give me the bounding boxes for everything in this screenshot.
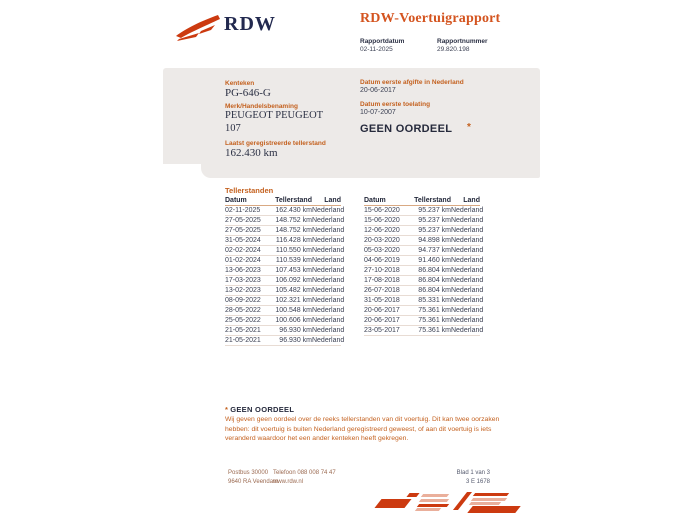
- footer-website: www.rdw.nl: [273, 479, 304, 485]
- table-cell: 17-08-2018: [364, 277, 400, 284]
- document-title: RDW-Voertuigrapport: [360, 11, 501, 26]
- table-header-row: [225, 196, 341, 206]
- table-cell: 75.361 km: [418, 317, 451, 324]
- afgifte-value: 20-06-2017: [360, 87, 396, 94]
- table-row: [225, 206, 345, 216]
- table-row: [364, 256, 484, 266]
- table-cell: Nederland: [450, 307, 484, 314]
- table-row: [225, 256, 345, 266]
- table-cell: 107.453 km: [275, 267, 312, 274]
- afgifte-label: Datum eerste afgifte in Nederland: [360, 79, 464, 86]
- table-row: [225, 276, 345, 286]
- table-cell: Nederland: [450, 267, 484, 274]
- table-row: [225, 336, 345, 346]
- table-cell: 28-05-2022: [225, 307, 261, 314]
- merk-value-line2: 107: [225, 123, 241, 134]
- table-cell: 105.482 km: [275, 287, 312, 294]
- report-date-label: Rapportdatum: [360, 38, 405, 45]
- table-cell: 20-03-2020: [364, 237, 400, 244]
- kenteken-label: Kenteken: [225, 80, 255, 87]
- table-cell: 25-05-2022: [225, 317, 261, 324]
- footnote-title: GEEN OORDEEL: [230, 405, 295, 414]
- table-cell: Nederland: [311, 267, 345, 274]
- table-row: [225, 286, 345, 296]
- table-cell: 100.548 km: [275, 307, 312, 314]
- footer-page-info: [420, 469, 490, 487]
- table-row: [364, 326, 484, 336]
- table-row: [364, 316, 484, 326]
- table-cell: 102.321 km: [275, 297, 312, 304]
- table-row: [364, 296, 484, 306]
- table-row: [225, 306, 345, 316]
- table-body: [225, 206, 345, 346]
- table-cell: 27-05-2025: [225, 217, 261, 224]
- table-cell: Nederland: [311, 217, 345, 224]
- table-cell: 116.428 km: [275, 237, 312, 244]
- table-cell: Nederland: [311, 327, 345, 334]
- table-cell: Nederland: [311, 207, 345, 214]
- tellerstand-value: 162.430 km: [225, 147, 278, 159]
- table-cell: 96.930 km: [279, 337, 312, 344]
- table-cell: Nederland: [450, 217, 484, 224]
- footer-doc-code: 3 E 1678: [465, 479, 490, 485]
- table-row: [364, 216, 484, 226]
- rdw-logo-icon: [175, 14, 221, 42]
- table-cell: 27-10-2018: [364, 267, 400, 274]
- table-cell: Nederland: [311, 227, 345, 234]
- table-cell: 27-05-2025: [225, 227, 261, 234]
- table-cell: 04-06-2019: [364, 257, 400, 264]
- table-cell: 106.092 km: [275, 277, 312, 284]
- table-cell: Nederland: [450, 207, 484, 214]
- table-cell: 148.752 km: [275, 217, 312, 224]
- footer-contact: [273, 469, 336, 487]
- table-cell: Nederland: [450, 287, 484, 294]
- table-cell: Nederland: [311, 287, 345, 294]
- table-cell: 110.550 km: [275, 247, 312, 254]
- table-cell: 13-02-2023: [225, 287, 261, 294]
- table-cell: 85.331 km: [418, 297, 451, 304]
- toelating-value: 10-07-2007: [360, 109, 396, 116]
- table-cell: Nederland: [450, 317, 484, 324]
- table-cell: 91.460 km: [418, 257, 451, 264]
- table-cell: Nederland: [311, 247, 345, 254]
- table-cell: 96.930 km: [279, 327, 312, 334]
- mileage-table-right: [364, 196, 484, 336]
- table-cell: Nederland: [450, 247, 484, 254]
- table-header-land: Land: [324, 197, 341, 204]
- table-cell: 75.361 km: [418, 327, 451, 334]
- table-row: [364, 206, 484, 216]
- table-cell: 15-06-2020: [364, 217, 400, 224]
- table-row: [364, 276, 484, 286]
- table-cell: Nederland: [450, 257, 484, 264]
- table-cell: 23-05-2017: [364, 327, 400, 334]
- table-header-datum: Datum: [364, 197, 386, 204]
- table-row: [225, 316, 345, 326]
- table-cell: 31-05-2024: [225, 237, 261, 244]
- table-cell: 148.752 km: [275, 227, 312, 234]
- rdw-logo-text: RDW: [224, 13, 276, 35]
- table-cell: 13-06-2023: [225, 267, 261, 274]
- table-cell: 94.737 km: [418, 247, 451, 254]
- table-cell: 01-02-2024: [225, 257, 261, 264]
- vehicle-summary-box-strip: [201, 164, 540, 178]
- table-cell: Nederland: [311, 237, 345, 244]
- tellerstand-label: Laatst geregistreerde tellerstand: [225, 140, 326, 147]
- footnote-asterisk: *: [225, 405, 229, 414]
- table-row: [364, 236, 484, 246]
- table-cell: 05-03-2020: [364, 247, 400, 254]
- kenteken-value: PG-646-G: [225, 87, 271, 99]
- table-header-land: Land: [463, 197, 480, 204]
- footnote-text: Wij geven geen oordeel over de reeks tellerstanden van dit voertuig. Dit kan twee oorzaken hebben: dit voertuig is buiten Nederland geregistreerd geweest, of aan dit voertuig is iets veranderd waardoor het een ander kenteken heeft gekregen.: [225, 416, 500, 443]
- table-cell: 21-05-2021: [225, 327, 261, 334]
- table-cell: Nederland: [311, 277, 345, 284]
- table-cell: Nederland: [450, 227, 484, 234]
- table-cell: 95.237 km: [418, 227, 451, 234]
- table-cell: 95.237 km: [418, 217, 451, 224]
- table-row: [364, 306, 484, 316]
- table-cell: 110.539 km: [275, 257, 312, 264]
- table-row: [225, 266, 345, 276]
- table-row: [364, 286, 484, 296]
- footer-phone: Telefoon 088 008 74 47: [273, 470, 336, 476]
- table-cell: Nederland: [311, 337, 345, 344]
- table-header-tellerstand: Tellerstand: [414, 197, 451, 204]
- table-cell: 94.898 km: [418, 237, 451, 244]
- table-cell: Nederland: [311, 307, 345, 314]
- table-cell: Nederland: [311, 297, 345, 304]
- footer-address-line2: 9640 RA Veendam: [228, 479, 279, 485]
- report-number-value: 29.820.198: [437, 46, 470, 53]
- table-cell: 26-07-2018: [364, 287, 400, 294]
- report-number-label: Rapportnummer: [437, 38, 488, 45]
- toelating-label: Datum eerste toelating: [360, 101, 431, 108]
- oordeel-asterisk: *: [467, 122, 471, 133]
- table-cell: 21-05-2021: [225, 337, 261, 344]
- report-date-value: 02-11-2025: [360, 46, 393, 53]
- table-cell: 17-03-2023: [225, 277, 261, 284]
- footnote-heading: [225, 405, 294, 414]
- mileage-table-left: [225, 196, 345, 346]
- footer-address-line1: Postbus 30000: [228, 470, 269, 476]
- table-cell: 86.804 km: [418, 267, 451, 274]
- table-header-tellerstand: Tellerstand: [275, 197, 312, 204]
- vehicle-summary-box: [163, 68, 540, 164]
- table-row: [225, 236, 345, 246]
- tellerstanden-title: Tellerstanden: [225, 186, 274, 195]
- table-cell: 12-06-2020: [364, 227, 400, 234]
- oordeel-status: GEEN OORDEEL: [360, 123, 453, 135]
- table-cell: 08-09-2022: [225, 297, 261, 304]
- table-cell: Nederland: [311, 257, 345, 264]
- table-cell: 86.804 km: [418, 287, 451, 294]
- footer-page-number: Blad 1 van 3: [456, 470, 490, 476]
- merk-value-line1: PEUGEOT PEUGEOT: [225, 110, 324, 121]
- table-row: [364, 226, 484, 236]
- table-cell: 100.606 km: [275, 317, 312, 324]
- table-cell: Nederland: [450, 327, 484, 334]
- table-cell: 20-06-2017: [364, 307, 400, 314]
- table-cell: Nederland: [450, 237, 484, 244]
- table-row: [364, 266, 484, 276]
- table-cell: 15-06-2020: [364, 207, 400, 214]
- table-row: [225, 246, 345, 256]
- table-cell: 02-11-2025: [225, 207, 261, 214]
- table-row: [225, 296, 345, 306]
- table-cell: 162.430 km: [275, 207, 312, 214]
- table-header-datum: Datum: [225, 197, 247, 204]
- table-header-row: [364, 196, 480, 206]
- rdw-stripes-graphic: [372, 489, 524, 513]
- table-cell: 86.804 km: [418, 277, 451, 284]
- table-cell: 31-05-2018: [364, 297, 400, 304]
- table-body: [364, 206, 484, 336]
- footer-address: [228, 469, 278, 487]
- table-row: [225, 216, 345, 226]
- table-cell: 95.237 km: [418, 207, 451, 214]
- table-cell: 02-02-2024: [225, 247, 261, 254]
- table-row: [364, 246, 484, 256]
- merk-label: Merk/Handelsbenaming: [225, 103, 298, 110]
- table-cell: Nederland: [450, 277, 484, 284]
- table-row: [225, 326, 345, 336]
- table-cell: Nederland: [311, 317, 345, 324]
- table-cell: 20-06-2017: [364, 317, 400, 324]
- table-row: [225, 226, 345, 236]
- table-cell: 75.361 km: [418, 307, 451, 314]
- table-cell: Nederland: [450, 297, 484, 304]
